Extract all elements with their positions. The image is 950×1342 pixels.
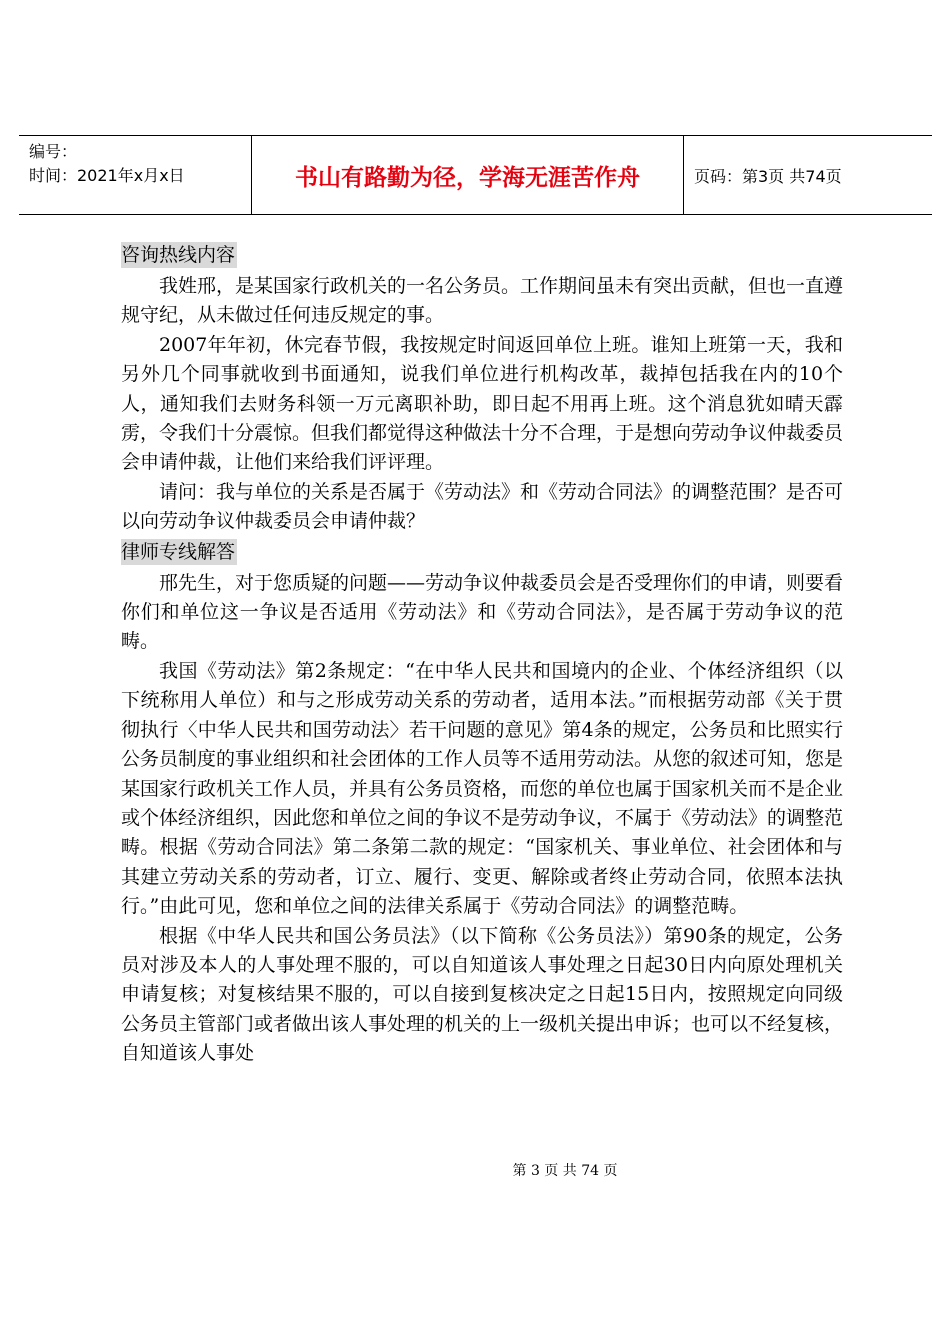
- body-paragraph: 邢先生，对于您质疑的问题——劳动争议仲裁委员会是否受理你们的申请，则要看你们和单位这一争议是否适用《劳动法》和《劳动合同法》，是否属于劳动争议的范畴。: [121, 571, 844, 653]
- body-paragraph: 根据《中华人民共和国公务员法》（以下简称《公务员法》）第90条的规定，公务员对涉及本人的人事处理不服的，可以自知道该人事处理之日起30日内向原处理机关申请复核；对复核结果不服的，可以自接到复核决定之日起15日内，按照规定向同级公务员主管部门或者做出该人事处理的机关的上一级机关提出申诉；也可以不经复核，自知道该人事处: [121, 924, 844, 1065]
- body-paragraph: 请问：我与单位的关系是否属于《劳动法》和《劳动合同法》的调整范围？是否可以向劳动争议仲裁委员会申请仲裁？: [121, 480, 844, 533]
- body-paragraph: 2007年年初，休完春节假，我按规定时间返回单位上班。谁知上班第一天，我和另外几个同事就收到书面通知，说我们单位进行机构改革，裁掉包括我在内的10个人，通知我们去财务科领一万元离职补助，即日起不用再上班。这个消息犹如晴天霹雳，令我们十分震惊。但我们都觉得这种做法十分不合理，于是想向劳动争议仲裁委员会申请仲裁，让他们来给我们评评理。: [121, 333, 844, 474]
- footer-page-number: 第 3 页 共 74 页: [512, 1163, 618, 1179]
- section-heading: 律师专线解答: [121, 540, 236, 563]
- header-motto: 书山有路勤为径，学海无涯苦作舟: [295, 164, 640, 191]
- header-motto-cell: [252, 136, 684, 214]
- body-paragraph: 我姓邢，是某国家行政机关的一名公务员。工作期间虽未有突出贡献，但也一直遵规守纪，从未做过任何违反规定的事。: [121, 275, 844, 327]
- document-body: [121, 240, 843, 1069]
- page-footer: [0, 1160, 950, 1180]
- header-page-label: 页码：第3页 共74页: [694, 166, 842, 186]
- document-number-label: 编号：: [29, 142, 78, 161]
- section-heading: 咨询热线内容: [121, 244, 236, 266]
- header-left-cell: [19, 136, 252, 214]
- body-paragraph: 我国《劳动法》第2条规定：“在中华人民共和国境内的企业、个体经济组织（以下统称用人单位）和与之形成劳动关系的劳动者，适用本法。”而根据劳动部《关于贯彻执行〈中华人民共和国劳动法〉若干问题的意见》第4条的规定，公务员和比照实行公务员制度的事业组织和社会团体的工作人员等不适用劳动法。从您的叙述可知，您是某国家行政机关工作人员，并具有公务员资格，而您的单位也属于国家机关而不是企业或个体经济组织，因此您和单位之间的争议不是劳动争议，不属于《劳动法》的调整范畴。根据《劳动合同法》第二条第二款的规定：“国家机关、事业单位、社会团体和与其建立劳动关系的劳动者，订立、履行、变更、解除或者终止劳动合同，依照本法执行。”由此可见，您和单位之间的法律关系属于《劳动合同法》的调整范畴。: [121, 659, 844, 918]
- section-hotline: [121, 240, 843, 537]
- header-table: [19, 135, 932, 215]
- section-lawyer-answer: [121, 537, 843, 1069]
- document-date-label: 时间：2021年x月x日: [29, 166, 185, 185]
- header-page-cell: [684, 136, 932, 214]
